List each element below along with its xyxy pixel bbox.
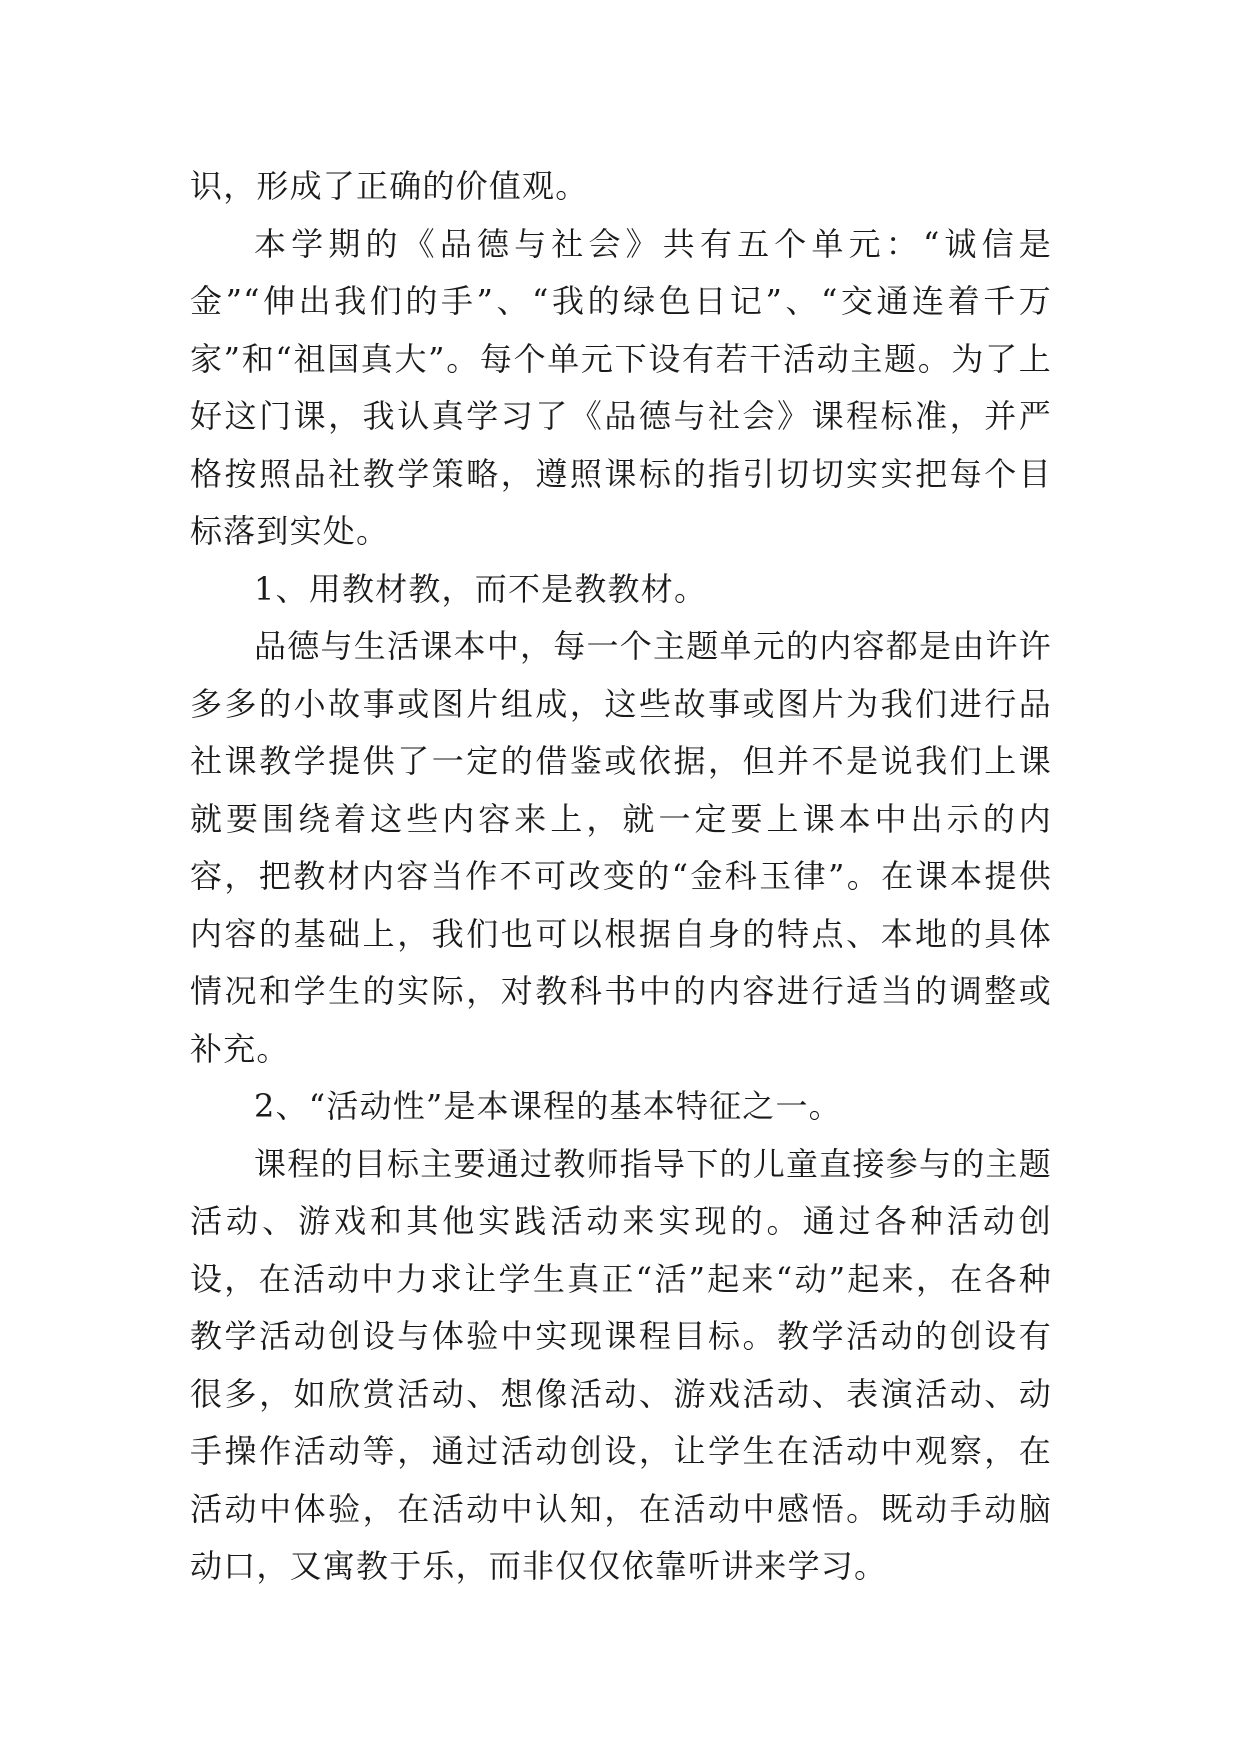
paragraph-2: 本学期的《品德与社会》共有五个单元：“诚信是金”“伸出我们的手”、“我的绿色日记”、“交通连着千万家”和“祖国真大”。每个单元下设有若干活动主题。为了上好这门课，我认真学习了《品德与社会》课程标准，并严格按照品社教学策略，遵照课标的指引切切实实把每个目标落到实处。 xyxy=(190,224,1052,550)
section-heading-2: 2、“活动性”是本课程的基本特征之一。 xyxy=(254,1087,842,1125)
paragraph-3: 品德与生活课本中，每一个主题单元的内容都是由许许多多的小故事或图片组成，这些故事或图片为我们进行品社课教学提供了一定的借鉴或依据，但并不是说我们上课就要围绕着这些内容来上，就一定要上课本中出示的内容，把教材内容当作不可改变的“金科玉律”。在课本提供内容的基础上，我们也可以根据自身的特点、本地的具体情况和学生的实际，对教科书中的内容进行适当的调整或补充。 xyxy=(190,627,1052,1068)
paragraph-1: 识，形成了正确的价值观。 xyxy=(190,167,589,205)
section-heading-1: 1、用教材教，而不是教教材。 xyxy=(254,569,708,608)
document-body xyxy=(190,158,1052,1596)
paragraph-4: 课程的目标主要通过教师指导下的儿童直接参与的主题活动、游戏和其他实践活动来实现的。通过各种活动创设，在活动中力求让学生真正“活”起来“动”起来，在各种教学活动创设与体验中实现课程目标。教学活动的创设有很多，如欣赏活动、想像活动、游戏活动、表演活动、动手操作活动等，通过活动创设，让学生在活动中观察，在活动中体验，在活动中认知，在活动中感悟。既动手动脑动口，又寓教于乐，而非仅仅依靠听讲来学习。 xyxy=(190,1144,1052,1585)
